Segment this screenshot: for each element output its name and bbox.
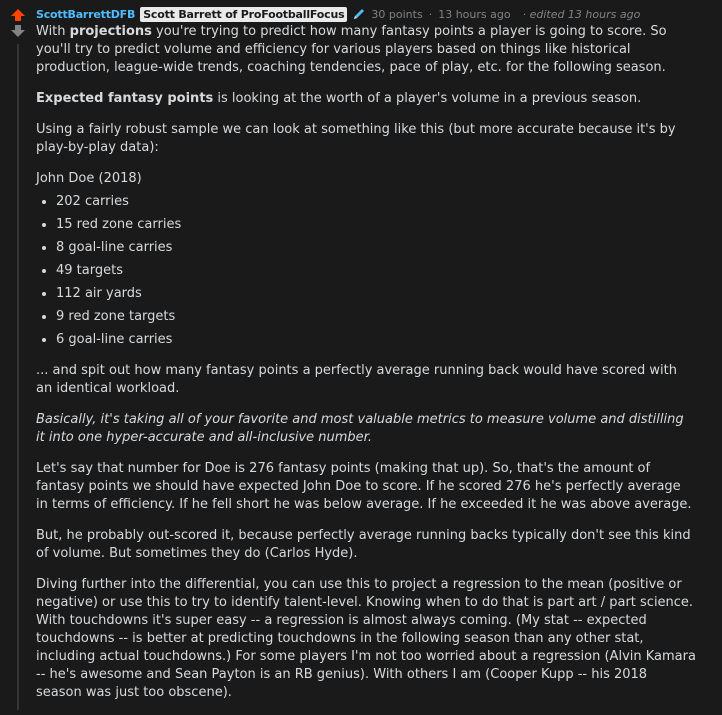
paragraph-differential: Diving further into the differential, you can use this to project a regression to the mean (positive or negative) or use this to try to identify talent-level. Knowing when to do that is part art / part science. With touchdowns it's super easy -- a regression is almost always coming. (My stat -- expected touchdowns -- is better at predicting touchdowns in the following season than any other stat, including actual touchdowns.) For some players I'm not too worried about a regression (Alvin Kamara -- he's awesome and Sean Payton is an RB genius). With others I am (Cooper Kupp -- his 2018 season was just too obscene). — [36, 577, 696, 700]
text: With — [36, 24, 70, 39]
list-item: • 112 air yards — [56, 285, 696, 303]
author-link[interactable]: ScottBarrettDFB — [36, 7, 136, 21]
list-item: • 202 carries — [56, 193, 696, 211]
comment-content — [36, 0, 696, 715]
stats-list — [36, 193, 696, 349]
vote-controls — [10, 8, 26, 38]
paragraph-example: Let's say that number for Doe is 276 fantasy points (making that up). So, that's the amount of fantasy points we should have expected John Doe to score. If he scored 276 he's perfectly average in terms of efficiency. If he fell short he was below average. If he exceeded it he was above average. — [36, 461, 692, 512]
paragraph-outscored: But, he probably out-scored it, because perfectly average running backs typically don't see this kind of volume. But sometimes they do (Carlos Hyde). — [36, 528, 691, 561]
thread-line[interactable] — [17, 44, 19, 710]
upvote-arrow-icon[interactable] — [10, 8, 26, 22]
italic-text: Basically, it's taking all of your favorite and most valuable metrics to measure volume and distilling it into one hyper-accurate and all-inclusive number. — [36, 412, 684, 445]
pencil-icon — [352, 7, 366, 21]
meta-separator: · — [428, 7, 433, 21]
list-item: • 9 red zone targets — [56, 308, 696, 326]
comment-body — [36, 23, 696, 702]
list-item: • 49 targets — [56, 262, 696, 280]
list-item: • 8 goal-line carries — [56, 239, 696, 257]
bold-expected-fp: Expected fantasy points — [36, 91, 214, 106]
comment-points: 30 points — [371, 7, 423, 21]
text: you're trying to predict how many fantasy points a player is going to score. So you'll try to predict volume and efficiency for various players based on things like historical production, league-wide trends, coaching tendencies, pace of play, etc. for the following season. — [36, 24, 667, 75]
paragraph-sample: Using a fairly robust sample we can look at something like this (but more accurate because it's by play-by-play data): — [36, 122, 676, 155]
user-flair: Scott Barrett of ProFootballFocus — [140, 7, 347, 22]
paragraph-basically — [36, 411, 696, 447]
paragraph-player: John Doe (2018) — [36, 171, 142, 186]
bold-projections: projections — [69, 24, 152, 39]
paragraph-expected-fp — [36, 90, 696, 108]
text: is looking at the worth of a player's volume in a previous season. — [213, 91, 642, 106]
list-item: • 6 goal-line carries — [56, 331, 696, 349]
edited-timestamp: · edited 13 hours ago — [522, 7, 641, 21]
downvote-arrow-icon[interactable] — [10, 24, 26, 38]
comment-timestamp[interactable]: 13 hours ago — [438, 7, 511, 21]
paragraph-spit-out: ... and spit out how many fantasy points a perfectly average running back would have scored with an identical workload. — [36, 363, 677, 396]
list-item: • 15 red zone carries — [56, 216, 696, 234]
paragraph-projections — [36, 23, 696, 77]
